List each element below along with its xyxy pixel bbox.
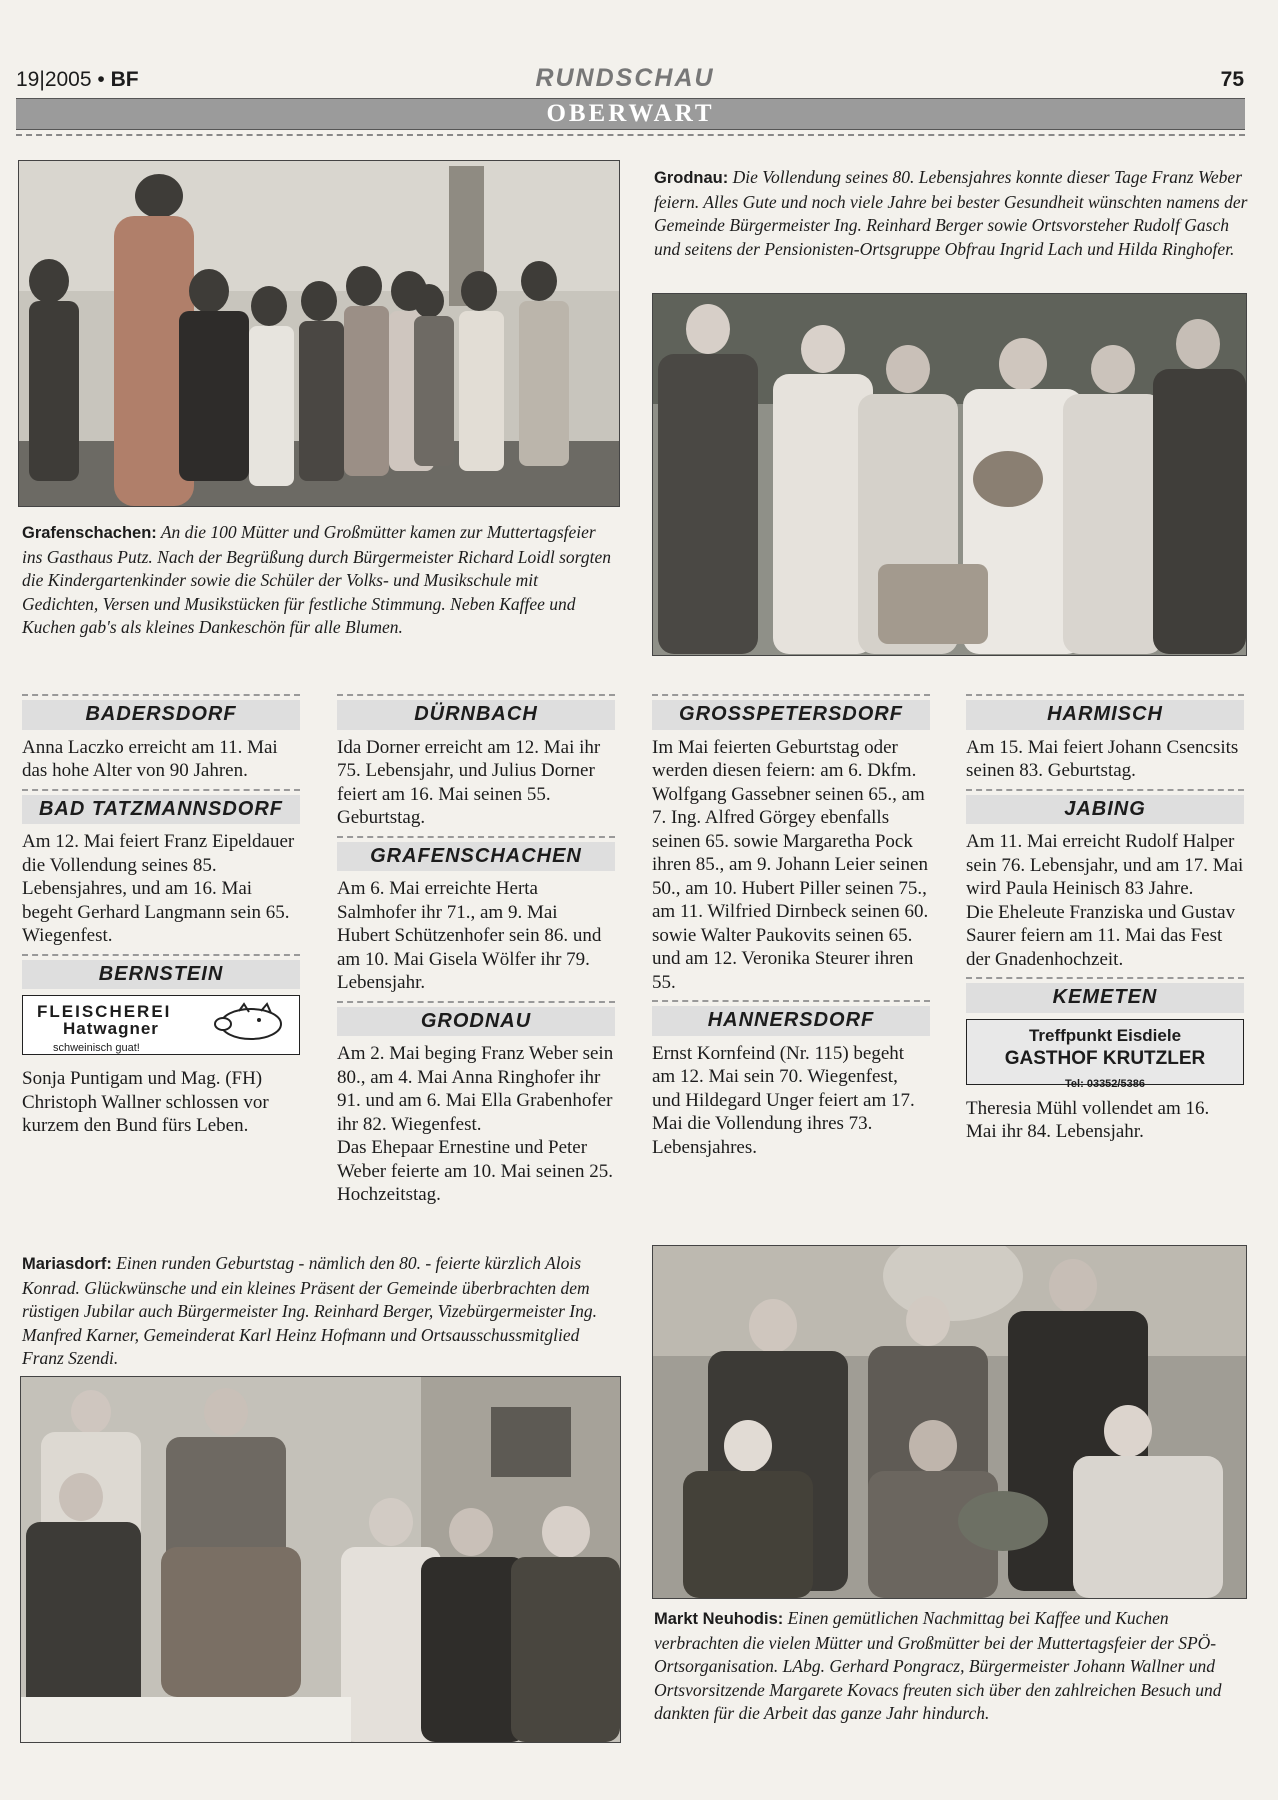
- heading-badersdorf: BADERSDORF: [22, 694, 300, 730]
- caption-location: Markt Neuhodis:: [654, 1610, 784, 1628]
- text-grodnau-2: Das Ehepaar Ernestine und Peter Weber feierte am 10. Mai seinen 25. Hochzeitstag.: [337, 1137, 613, 1205]
- photo-markt-neuhodis: [652, 1245, 1247, 1599]
- ad-line1: Treffpunkt Eisdiele: [1028, 1025, 1182, 1045]
- caption-text: Die Vollendung seines 80. Lebensjahres konnte dieser Tage Franz Weber feiern. Alles Gute und noch viele Jahre bei bester Gesundheit wünschten namens der Gemeinde Bürgermeister Ing. Reinhard Berger sowie Ortsvorsteher Rudolf Gasch und seitens der Pensionisten-Ortsgruppe Obfrau Ingrid Lach und Hilda Ringhofer.: [654, 167, 1248, 259]
- caption-location: Mariasdorf:: [22, 1255, 112, 1273]
- page-number: 75: [1220, 68, 1244, 91]
- caption-location: Grodnau:: [654, 169, 729, 187]
- caption-markt-neuhodis: [654, 1607, 1254, 1726]
- section-title: OBERWART: [546, 100, 715, 127]
- heading-hannersdorf: HANNERSDORF: [652, 1000, 930, 1036]
- ad-gasthof-krutzler: [966, 1019, 1244, 1090]
- column-1: [22, 694, 300, 1144]
- column-3: [652, 694, 930, 1165]
- heading-jabing: JABING: [966, 789, 1244, 825]
- caption-mariasdorf: [22, 1252, 618, 1371]
- text-grosspetersdorf: Im Mai feierten Geburtstag oder werden diesen feiern: am 6. Dkfm. Wolfgang Gassebner seinen 65., am 7. Ing. Alfred Görgey ebenfalls seinen 65. sowie Margaretha Pock ihren 85., am 9. Johann Leier seinen 50., am 10. Hubert Piller seinen 75., am 11. Wilfried Dirnbeck seinen 60. sowie Walter Paukovits seinen 65. und am 12. Veronika Steurer ihren 55.: [652, 736, 929, 993]
- ad-line3: Tel: 03352/5386: [1065, 1077, 1145, 1090]
- caption-text: An die 100 Mütter und Großmütter kamen zur Muttertagsfeier ins Gasthaus Putz. Nach der Begrüßung durch Bürgermeister Richard Loidl sorgten die Kindergartenkinder sowie die Schüler der Volks- und Musikschule mit Gedichten, Versen und Musikstücken für festliche Stimmung. Neben Kaffee und Kuchen gab's als kleines Dankeschön für alle Blumen.: [22, 522, 611, 637]
- ad-line1: FLEISCHEREI: [37, 1002, 172, 1021]
- photo-grafenschachen: [18, 160, 620, 507]
- caption-grafenschachen: [22, 521, 614, 640]
- ad-line3: schweinisch guat!: [53, 1042, 140, 1054]
- ad-line2: GASTHOF KRUTZLER: [1004, 1048, 1206, 1069]
- caption-location: Grafenschachen:: [22, 524, 157, 542]
- text-harmisch: Am 15. Mai feiert Johann Csencsits seinen 83. Geburtstag.: [966, 736, 1239, 781]
- photo-markt-neuhodis-image: [653, 1246, 1246, 1598]
- caption-text: Einen gemütlichen Nachmittag bei Kaffee und Kuchen verbrachten die vielen Mütter und Großmütter bei der Muttertagsfeier der SPÖ-Ortsorganisation. LAbg. Gerhard Pongracz, Bürgermeister Johann Wallner und Ortsvorsitzende Margarete Kovacs freuten sich über den zahlreichen Besuch und dankten für die Arbeit das ganze Jahr hindurch.: [654, 1608, 1222, 1723]
- issue-info: [16, 68, 139, 92]
- photo-grafenschachen-image: [19, 161, 619, 506]
- text-hannersdorf: Ernst Kornfeind (Nr. 115) begeht am 12. Mai sein 70. Wiegenfest, und Hildegard Unger feiert am 17. Mai die Vollendung ihres 73. Lebensjahres.: [652, 1042, 915, 1158]
- column-4: [966, 694, 1244, 1150]
- text-kemeten: Theresia Mühl vollendet am 16. Mai ihr 84. Lebensjahr.: [966, 1097, 1210, 1142]
- text-badersdorf: Anna Laczko erreicht am 11. Mai das hohe Alter von 90 Jahren.: [22, 736, 278, 781]
- photo-grodnau: [652, 293, 1247, 656]
- heading-harmisch: HARMISCH: [966, 694, 1244, 730]
- heading-kemeten: KEMETEN: [966, 977, 1244, 1013]
- header-divider: [16, 134, 1245, 136]
- heading-duernbach: DÜRNBACH: [337, 694, 615, 730]
- caption-grodnau: [654, 166, 1254, 261]
- ad-line2: Hatwagner: [63, 1019, 159, 1038]
- photo-mariasdorf: [20, 1376, 621, 1743]
- ad-fleischerei: [22, 995, 300, 1055]
- issue-number: 19|2005 •: [16, 68, 105, 91]
- text-jabing: Am 11. Mai erreicht Rudolf Halper sein 76. Lebensjahr, und am 17. Mai wird Paula Heinisch 83 Jahre.: [966, 831, 1244, 899]
- heading-grodnau: GRODNAU: [337, 1001, 615, 1037]
- heading-bad-tatzmannsdorf: BAD TATZMANNSDORF: [22, 789, 300, 825]
- text-jabing-2: Die Eheleute Franziska und Gustav Saurer feiern am 11. Mai das Fest der Gnadenhochzeit.: [966, 901, 1236, 970]
- photo-grodnau-image: [653, 294, 1246, 655]
- caption-text: Einen runden Geburtstag - nämlich den 80. - feierte kürzlich Alois Konrad. Glückwünsche und ein kleines Präsent der Gemeinde überbrachten dem rüstigen Jubilar auch Bürgermeister Ing. Reinhard Berger, Vizebürgermeister Ing. Manfred Karner, Gemeinderat Karl Heinz Hofmann und Ortsausschussmitglied Franz Szendi.: [22, 1253, 597, 1368]
- brand: BF: [110, 68, 139, 91]
- pig-icon: [209, 1002, 289, 1044]
- section-bar: [16, 98, 1245, 130]
- text-grodnau: Am 2. Mai beging Franz Weber sein 80., am 4. Mai Anna Ringhofer ihr 91. und am 6. Mai Ella Grabenhofer ihr 82. Wiegenfest.: [337, 1043, 614, 1135]
- heading-bernstein: BERNSTEIN: [22, 954, 300, 990]
- text-bad-tatzmannsdorf: Am 12. Mai feiert Franz Eipeldauer die Vollendung seines 85. Lebensjahres, und am 16. Mai begeht Gerhard Langmann sein 65. Wiegenfest.: [22, 831, 295, 946]
- heading-grosspetersdorf: GROSSPETERSDORF: [652, 694, 930, 730]
- text-grafenschachen: Am 6. Mai erreichte Herta Salmhofer ihr 71., am 9. Mai Hubert Schützenhofer sein 86. und am 10. Mai Gisela Wölfer ihr 79. Lebensjahr.: [337, 878, 602, 993]
- text-duernbach: Ida Dorner erreicht am 12. Mai ihr 75. Lebensjahr, und Julius Dorner feiert am 16. Mai seinen 55. Geburtstag.: [337, 736, 601, 828]
- text-bernstein: Sonja Puntigam und Mag. (FH) Christoph Wallner schlossen vor kurzem den Bund fürs Leben.: [22, 1068, 269, 1136]
- column-2: [337, 694, 615, 1213]
- publication-name: RUNDSCHAU: [535, 64, 715, 92]
- photo-mariasdorf-image: [21, 1377, 620, 1742]
- heading-grafenschachen: GRAFENSCHACHEN: [337, 836, 615, 872]
